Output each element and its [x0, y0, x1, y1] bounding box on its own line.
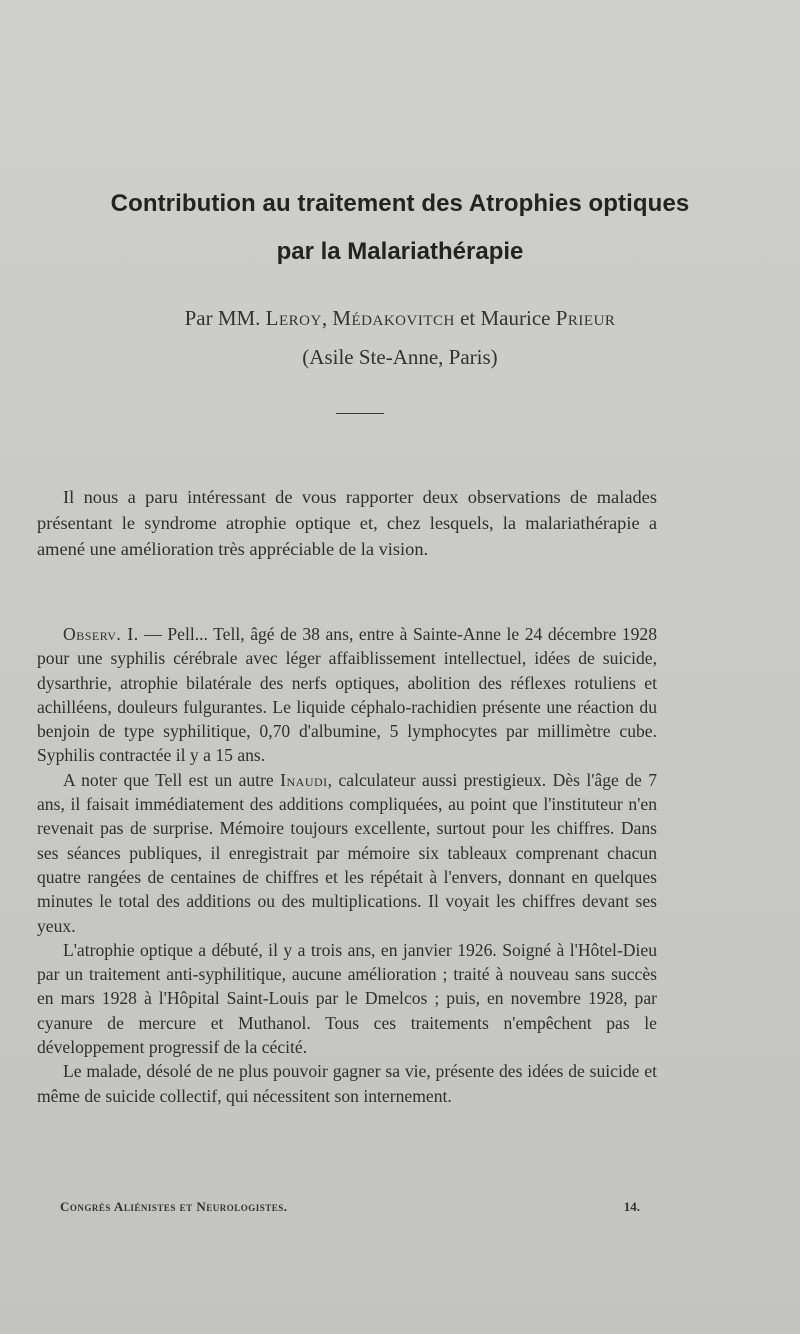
inaudi-name: Inaudi	[280, 769, 328, 790]
observation-paragraph-1	[37, 622, 657, 768]
observation-p1-text: — Pell... Tell, âgé de 38 ans, entre à Sainte-Anne le 24 décembre 1928 pour une syphilis cérébrale avec léger affaiblissement intellectuel, idées de suicide, dysarthrie, atrophie bilatérale des nerfs optiques, abolition des réflexes rotuliens et achilléens, douleurs fulgurantes. Le liquide céphalo-rachidien présente une réaction du benjoin de type syphilitique, 0,70 d'albumine, 5 lymphocytes par millimètre cube. Syphilis contractée il y a 15 ans.	[37, 624, 657, 766]
intro-paragraph	[37, 484, 657, 562]
footer-journal: Congrès Aliénistes et Neurologistes.	[60, 1199, 288, 1214]
title-line-2: par la Malariathérapie	[276, 238, 524, 265]
title-line-1: Contribution au traitement des Atrophies optiques	[110, 190, 690, 217]
page-number: 14.	[623, 1199, 640, 1214]
authors-separator-1: ,	[321, 306, 328, 330]
author-leroy: Leroy	[265, 306, 322, 330]
observation-section	[37, 622, 657, 1108]
page-footer	[60, 1199, 640, 1215]
affiliation: (Asile Ste-Anne, Paris)	[302, 345, 498, 369]
observation-p2-before: A noter que Tell est un autre	[63, 769, 281, 790]
separator-rule	[336, 413, 384, 414]
observation-paragraph-2	[37, 768, 657, 938]
author-medakovitch: Médakovitch	[332, 306, 455, 330]
observation-p2-after: , calculateur aussi prestigieux. Dès l'âge de 7 ans, il faisait immédiatement des additions compliquées, au point que l'instituteur n'en revenait pas de surprise. Mémoire toujours excellente, surtout pour les chiffres. Dans ses séances publiques, il enregistrait par mémoire six tableaux comprenant chacun quatre rangées de centaines de chiffres et les répétait à l'envers, donnant en quelques minutes le total des additions ou des multiplications. Il voyait les chiffres devant ses yeux.	[37, 769, 657, 936]
authors-prefix: Par MM.	[184, 306, 261, 330]
authors-separator-2: et Maurice	[454, 306, 556, 330]
intro-text: Il nous a paru intéressant de vous rapporter deux observations de malades présentant le syndrome atrophie optique et, chez lesquels, la malariathérapie a amené une amélioration très appréciable de la vision.	[37, 487, 657, 559]
observation-paragraph-4: Le malade, désolé de ne plus pouvoir gagner sa vie, présente des idées de suicide et même de suicide collectif, qui nécessitent son internement.	[37, 1061, 657, 1106]
observation-label: Observ. I.	[63, 624, 139, 644]
author-prieur: Prieur	[555, 306, 616, 330]
authors-line	[0, 306, 800, 331]
observation-paragraph-3: L'atrophie optique a débuté, il y a trois ans, en janvier 1926. Soigné à l'Hôtel-Dieu par un traitement anti-syphilitique, aucune amélioration ; traité à nouveau sans succès en mars 1928 à l'Hôpital Saint-Louis par le Dmelcos ; puis, en novembre 1928, par cyanure de mercure et Muthanol. Tous ces traitements n'empêchent pas le développement progressif de la cécité.	[37, 939, 657, 1058]
